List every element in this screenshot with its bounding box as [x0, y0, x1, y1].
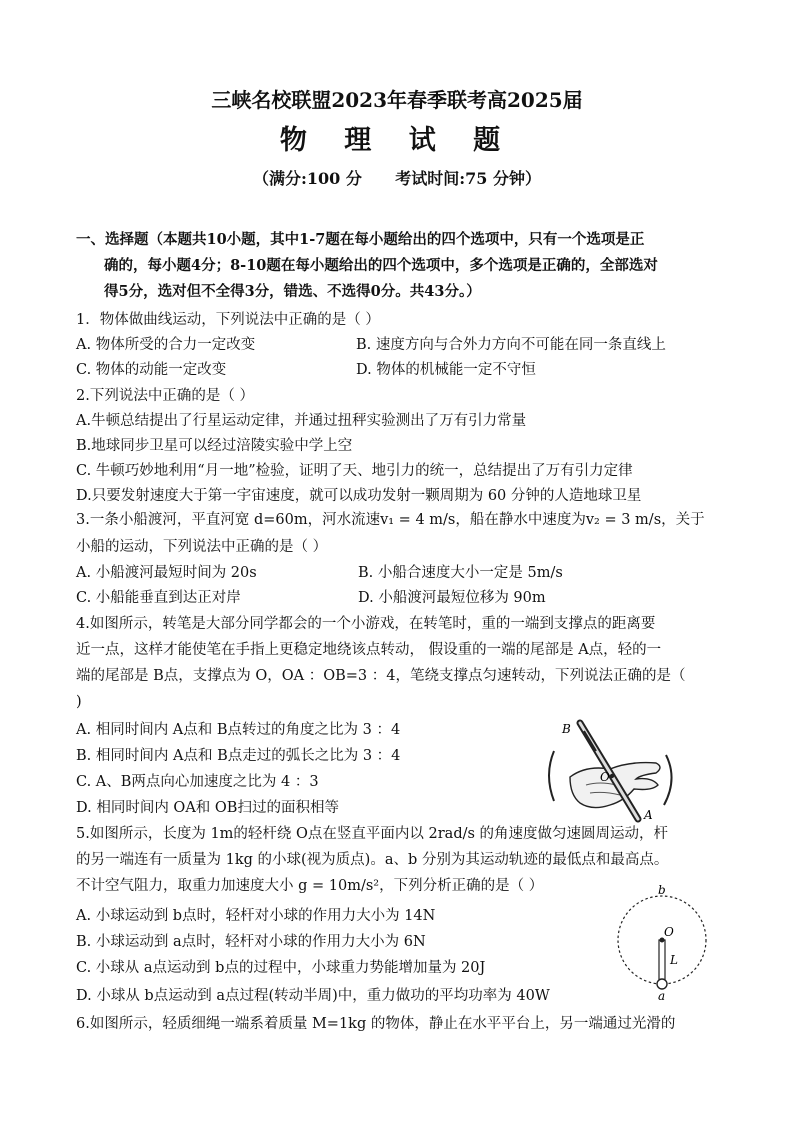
q3-option-b: B. 小船合速度大小一定是 5m/s	[358, 565, 563, 581]
label-o: O	[600, 770, 610, 784]
q4-option-b: B. 相同时间内 A点和 B点走过的弧长之比为 3 ：4	[76, 748, 401, 764]
q5-option-c: C. 小球从 a点运动到 b点的过程中，小球重力势能增加量为 20J	[76, 960, 486, 976]
exam-title: 三峡名校联盟2023年春季联考高2025届	[211, 88, 583, 112]
label-l: L	[670, 953, 678, 967]
rotation-arc-left	[549, 751, 554, 801]
q1-option-c: C. 物体的动能一定改变	[76, 362, 227, 378]
q3-stem-1: 3.一条小船渡河，平直河宽 d=60m，河水流速v₁ = 4 m/s，船在静水中速度为v₂ = 3 m/s，关于	[76, 512, 705, 528]
q5-option-d: D. 小球从 b点运动到 a点过程(转动半周)中，重力做功的平均功率为 40W	[76, 988, 550, 1004]
label-o: O	[664, 925, 674, 939]
label-a: a	[658, 989, 666, 1002]
q1-option-a: A. 物体所受的合力一定改变	[76, 337, 256, 353]
q2-stem: 2.下列说法中正确的是（ ）	[76, 388, 254, 404]
rotation-arc-right	[664, 755, 672, 805]
label-b: b	[658, 884, 666, 897]
label-b: B	[562, 722, 571, 736]
light-rod	[659, 940, 665, 980]
q4-stem-1: 4.如图所示，转笔是大部分同学都会的一个小游戏，在转笔时，重的一端到支撑点的距离要	[76, 616, 656, 632]
q4-stem-3: 端的尾部是 B点，支撑点为 O，OA ：OB=3 ：4，笔绕支撑点匀速转动，下列说法正确的是（	[76, 668, 686, 684]
subject-title: 物 理 试 题	[279, 125, 515, 156]
pen-spin-figure	[540, 715, 680, 825]
exam-info: （满分:100 分 考试时间:75 分钟）	[252, 169, 542, 188]
label-a: A	[644, 808, 653, 822]
q4-stem-2: 近一点，这样才能使笔在手指上更稳定地绕该点转动， 假设重的一端的尾部是 A点，轻的一	[76, 642, 662, 658]
section1-line3: 得5分，选对但不全得3分，错选、不选得0分。共43分。）	[104, 283, 481, 300]
q3-option-c: C. 小船能垂直到达正对岸	[76, 590, 241, 606]
q1-stem: 1．物体做曲线运动，下列说法中正确的是（ ）	[76, 312, 380, 328]
q3-option-a: A. 小船渡河最短时间为 20s	[76, 565, 257, 581]
pivot-point	[610, 774, 614, 778]
q2-option-a: A.牛顿总结提出了行星运动定律，并通过扭秤实验测出了万有引力常量	[76, 413, 527, 429]
q1-option-b: B. 速度方向与合外力方向不可能在同一条直线上	[356, 337, 666, 353]
q4-option-d: D. 相同时间内 OA和 OB扫过的面积相等	[76, 800, 339, 816]
q2-option-d: D.只要发射速度大于第一宇宙速度，就可以成功发射一颗周期为 60 分钟的人造地球卫星	[76, 488, 642, 504]
q2-option-b: B.地球同步卫星可以经过涪陵实验中学上空	[76, 438, 353, 454]
section1-line1: 一、选择题（本题共10小题，其中1-7题在每小题给出的四个选项中，只有一个选项是正	[76, 231, 645, 248]
q5-stem-1: 5.如图所示，长度为 1m的轻杆绕 O点在竖直平面内以 2rad/s 的角速度做匀速圆周运动，杆	[76, 826, 669, 842]
ball	[657, 979, 667, 989]
q5-option-a: A. 小球运动到 b点时，轻杆对小球的作用力大小为 14N	[76, 908, 436, 924]
q5-stem-2: 的另一端连有一质量为 1kg 的小球(视为质点)。a、b 分别为其运动轨迹的最低点和最高点。	[76, 852, 669, 868]
rod-circle-figure	[612, 884, 712, 1002]
q4-option-c: C. A、B两点向心加速度之比为 4 ：3	[76, 774, 319, 790]
q3-option-d: D. 小船渡河最短位移为 90m	[358, 590, 546, 606]
q6-stem-1: 6.如图所示，轻质细绳一端系着质量 M=1kg 的物体，静止在水平平台上，另一端通过光滑的	[76, 1016, 676, 1032]
q5-stem-3: 不计空气阻力，取重力加速度大小 g = 10m/s²，下列分析正确的是（ ）	[76, 878, 544, 894]
q2-option-c: C. 牛顿巧妙地利用“月一地”检验，证明了天、地引力的统一，总结提出了万有引力定律	[76, 463, 633, 479]
q3-stem-2: 小船的运动，下列说法中正确的是（ ）	[76, 539, 328, 555]
q4-stem-4: )	[76, 694, 82, 710]
q5-option-b: B. 小球运动到 a点时，轻杆对小球的作用力大小为 6N	[76, 934, 426, 950]
q1-option-d: D. 物体的机械能一定不守恒	[356, 362, 536, 378]
q4-option-a: A. 相同时间内 A点和 B点转过的角度之比为 3 ：4	[76, 722, 401, 738]
section1-line2: 确的，每小题4分；8-10题在每小题给出的四个选项中，多个选项是正确的，全部选对	[104, 257, 658, 274]
